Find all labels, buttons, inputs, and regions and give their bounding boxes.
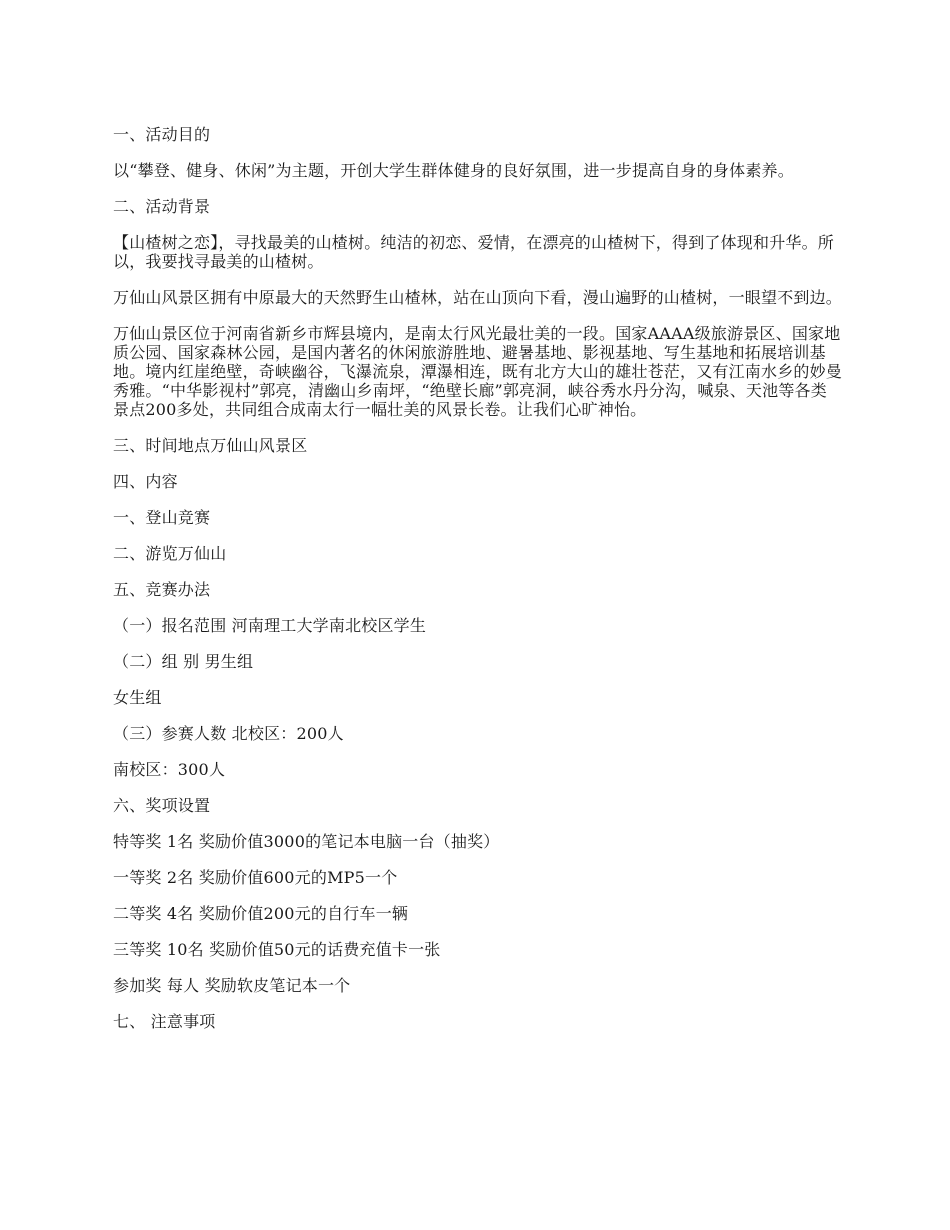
award-second: 二等奖 4名 奖励价值200元的自行车一辆 bbox=[113, 904, 409, 923]
heading-content: 四、内容 bbox=[113, 472, 178, 491]
rule-group-male: （二）组 别 男生组 bbox=[113, 652, 254, 671]
paragraph-hawthorn: 【山楂树之恋】，寻找最美的山楂树。纯洁的初恋、爱情，在漂亮的山楂树下，得到了体现和升华。所以，我要找寻最美的山楂树。 bbox=[113, 233, 835, 271]
award-first: 一等奖 2名 奖励价值600元的MP5一个 bbox=[113, 868, 398, 887]
paragraph-purpose: 以“攀登、健身、休闲”为主题，开创大学生群体健身的良好氛围，进一步提高自身的身体素养。 bbox=[113, 161, 794, 180]
heading-rules: 五、竞赛办法 bbox=[113, 580, 211, 599]
item-tour: 二、游览万仙山 bbox=[113, 544, 227, 563]
rule-group-female: 女生组 bbox=[113, 688, 162, 707]
award-grand: 特等奖 1名 奖励价值3000的笔记本电脑一台（抽奖） bbox=[113, 832, 500, 851]
heading-background: 二、活动背景 bbox=[113, 197, 211, 216]
heading-notes: 七、 注意事项 bbox=[113, 1012, 216, 1031]
rule-count-north: （三）参赛人数 北校区：200人 bbox=[113, 724, 344, 743]
award-participation: 参加奖 每人 奖励软皮笔记本一个 bbox=[113, 976, 351, 995]
paragraph-forest: 万仙山风景区拥有中原最大的天然野生山楂林，站在山顶向下看，漫山遍野的山楂树，一眼望不到边。 bbox=[113, 288, 843, 307]
rule-count-south: 南校区：300人 bbox=[113, 760, 226, 779]
document-body bbox=[113, 125, 843, 1048]
rule-scope: （一）报名范围 河南理工大学南北校区学生 bbox=[113, 616, 427, 635]
heading-purpose: 一、活动目的 bbox=[113, 125, 211, 144]
item-climbing: 一、登山竞赛 bbox=[113, 508, 211, 527]
award-third: 三等奖 10名 奖励价值50元的话费充值卡一张 bbox=[113, 940, 441, 959]
heading-time-place: 三、时间地点万仙山风景区 bbox=[113, 436, 308, 455]
heading-awards: 六、奖项设置 bbox=[113, 796, 211, 815]
paragraph-scenic-area: 万仙山景区位于河南省新乡市辉县境内，是南太行风光最壮美的一段。国家AAAA级旅游景区、国家地质公园、国家森林公园，是国内著名的休闲旅游胜地、避暑基地、影视基地、写生基地和拓展培训基地。境内红崖绝壁，奇峡幽谷，飞瀑流泉，潭瀑相连，既有北方大山的雄壮苍茫，又有江南水乡的妙曼秀雅。“中华影视村”郭亮，清幽山乡南坪，“绝壁长廊”郭亮洞，峡谷秀水丹分沟，喊泉、天池等各类景点200多处，共同组合成南太行一幅壮美的风景长卷。让我们心旷神怡。 bbox=[113, 324, 843, 419]
